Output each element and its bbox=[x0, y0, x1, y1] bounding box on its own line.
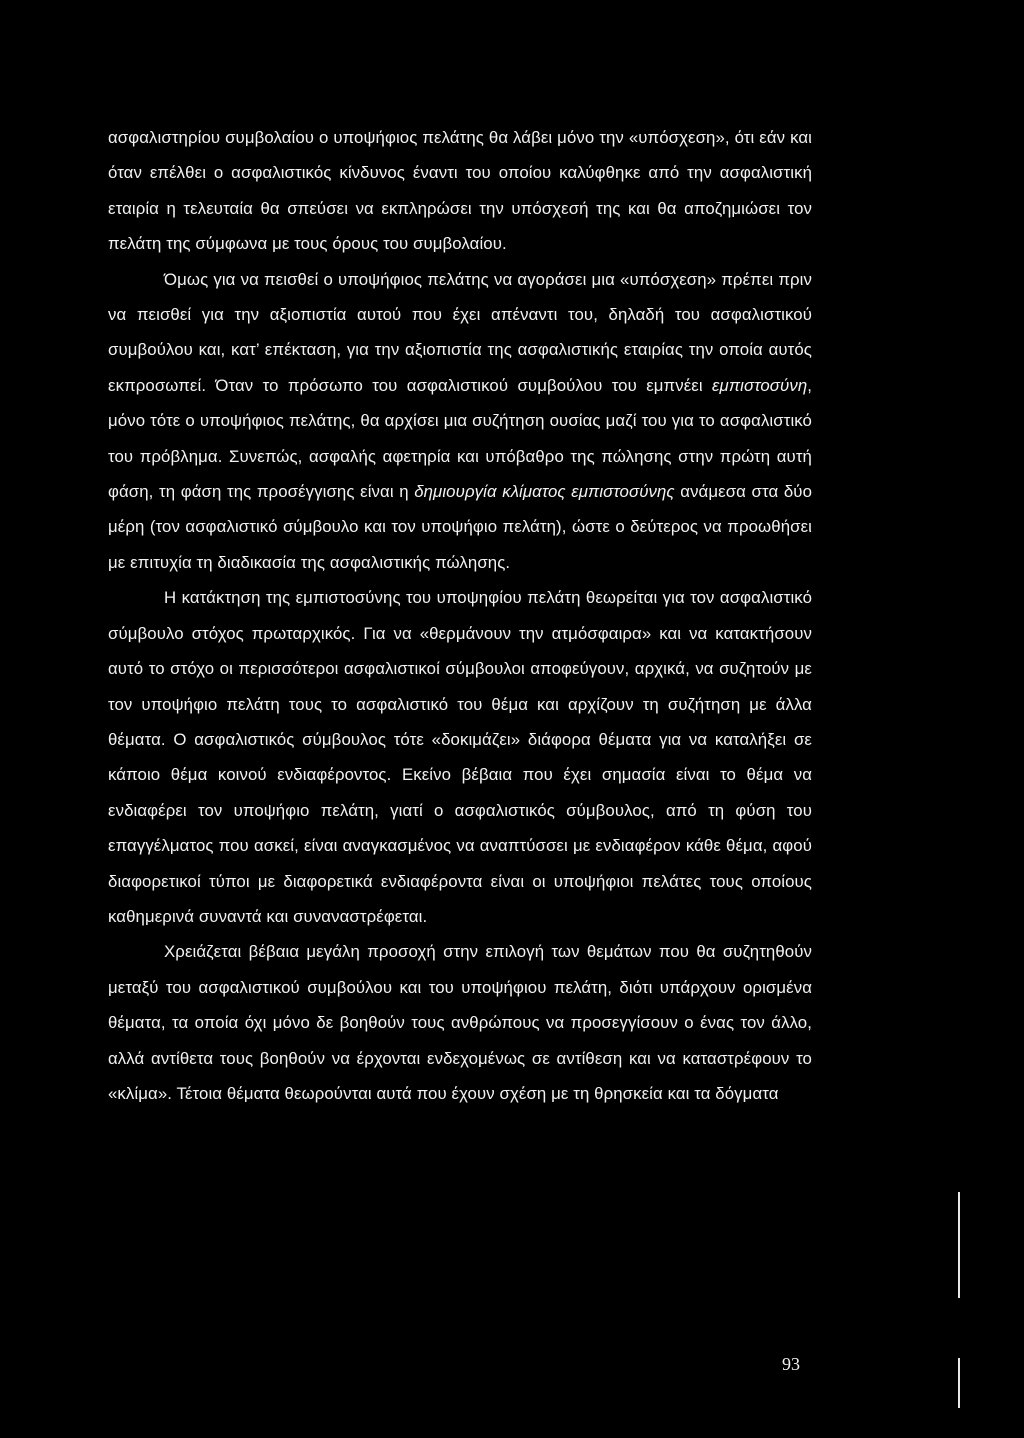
paragraph-4: Χρειάζεται βέβαια μεγάλη προσοχή στην επιλογή των θεμάτων που θα συζητηθούν μεταξύ του ασφαλιστικού συμβούλου και του υποψήφιου πελάτη, διότι υπάρχουν ορισμένα θέματα, τα οποία όχι μόνο δε βοηθούν τους ανθρώπους να προσεγγίσουν ο ένας τον άλλο, αλλά αντίθετα τους βοηθούν να έρχονται ενδεχομένως σε αντίθεση και να καταστρέφουν το «κλίμα». Τέτοια θέματα θεωρούνται αυτά που έχουν σχέση με τη θρησκεία και τα δόγματα bbox=[108, 942, 812, 1103]
margin-rule-upper bbox=[958, 1192, 960, 1298]
paragraph-2-part-c: ανάμεσα στα δύο μέρη (τον ασφαλιστικό σύμβουλο και τον υποψήφιο πελάτη), ώστε ο δεύτερος να προωθήσει με επιτυχία τη διαδικασία της ασφαλιστικής πώλησης. bbox=[108, 482, 812, 572]
paragraph-2 bbox=[108, 262, 812, 581]
paragraph-2-part-b: , μόνο τότε ο υποψήφιος πελάτης, θα αρχίσει μια συζήτηση ουσίας μαζί του για το ασφαλιστικό του πρόβλημα. Συνεπώς, ασφαλής αφετηρία και υπόβαθρο της πώλησης στην πρώτη αυτή φάση, τη φάση της προσέγγισης είναι η bbox=[108, 375, 812, 502]
paragraph-1: ασφαλιστηρίου συμβολαίου ο υποψήφιος πελάτης θα λάβει μόνο την «υπόσχεση», ότι εάν και όταν επέλθει ο ασφαλιστικός κίνδυνος έναντι του οποίου καλύφθηκε από την ασφαλιστική εταιρία η τελευταία θα σπεύσει να εκπληρώσει την υπόσχεσή της και θα αποζημιώσει τον πελάτη της σύμφωνα με τους όρους του συμβολαίου. bbox=[108, 128, 812, 254]
page-number: 93 bbox=[782, 1354, 800, 1374]
emphasis-climate-of-trust: δημιουργία κλίματος εμπιστοσύνης bbox=[414, 482, 675, 502]
paragraph-2-part-a: Όμως για να πεισθεί ο υποψήφιος πελάτης να αγοράσει μια «υπόσχεση» πρέπει πριν να πεισθεί για την αξιοπιστία αυτού που έχει απέναντι του, δηλαδή του ασφαλιστικού συμβούλου και, κατ’ επέκταση, για την αξιοπιστία της ασφαλιστικής εταιρίας την οποία αυτός εκπροσωπεί. Όταν το πρόσωπο του ασφαλιστικού συμβούλου του εμπνέει bbox=[108, 269, 812, 395]
emphasis-trust: εμπιστοσύνη bbox=[712, 375, 808, 395]
body-text bbox=[108, 120, 812, 1111]
paragraph-3: Η κατάκτηση της εμπιστοσύνης του υποψηφίου πελάτη θεωρείται για τον ασφαλιστικό σύμβουλο στόχος πρωταρχικός. Για να «θερμάνουν την ατμόσφαιρα» και να κατακτήσουν αυτό το στόχο οι περισσότεροι ασφαλιστικοί σύμβουλοι αποφεύγουν, αρχικά, να συζητούν με τον υποψήφιο πελάτη τους το ασφαλιστικό του θέμα και αρχίζουν τη συζήτηση με άλλα θέματα. Ο ασφαλιστικός σύμβουλος τότε «δοκιμάζει» διάφορα θέματα για να καταλήξει σε κάποιο θέμα κοινού ενδιαφέροντος. Εκείνο βέβαια που έχει σημασία είναι το θέμα να ενδιαφέρει τον υποψήφιο πελάτη, γιατί ο ασφαλιστικός σύμβουλος, από τη φύση του επαγγέλματος που ασκεί, είναι αναγκασμένος να αναπτύσσει με ενδιαφέρον κάθε θέμα, αφού διαφορετικοί τύποι με διαφορετικά ενδιαφέροντα είναι οι υποψήφιοι πελάτες τους οποίους καθημερινά συναντά και συναναστρέφεται. bbox=[108, 588, 812, 926]
margin-rule-lower bbox=[958, 1358, 960, 1408]
